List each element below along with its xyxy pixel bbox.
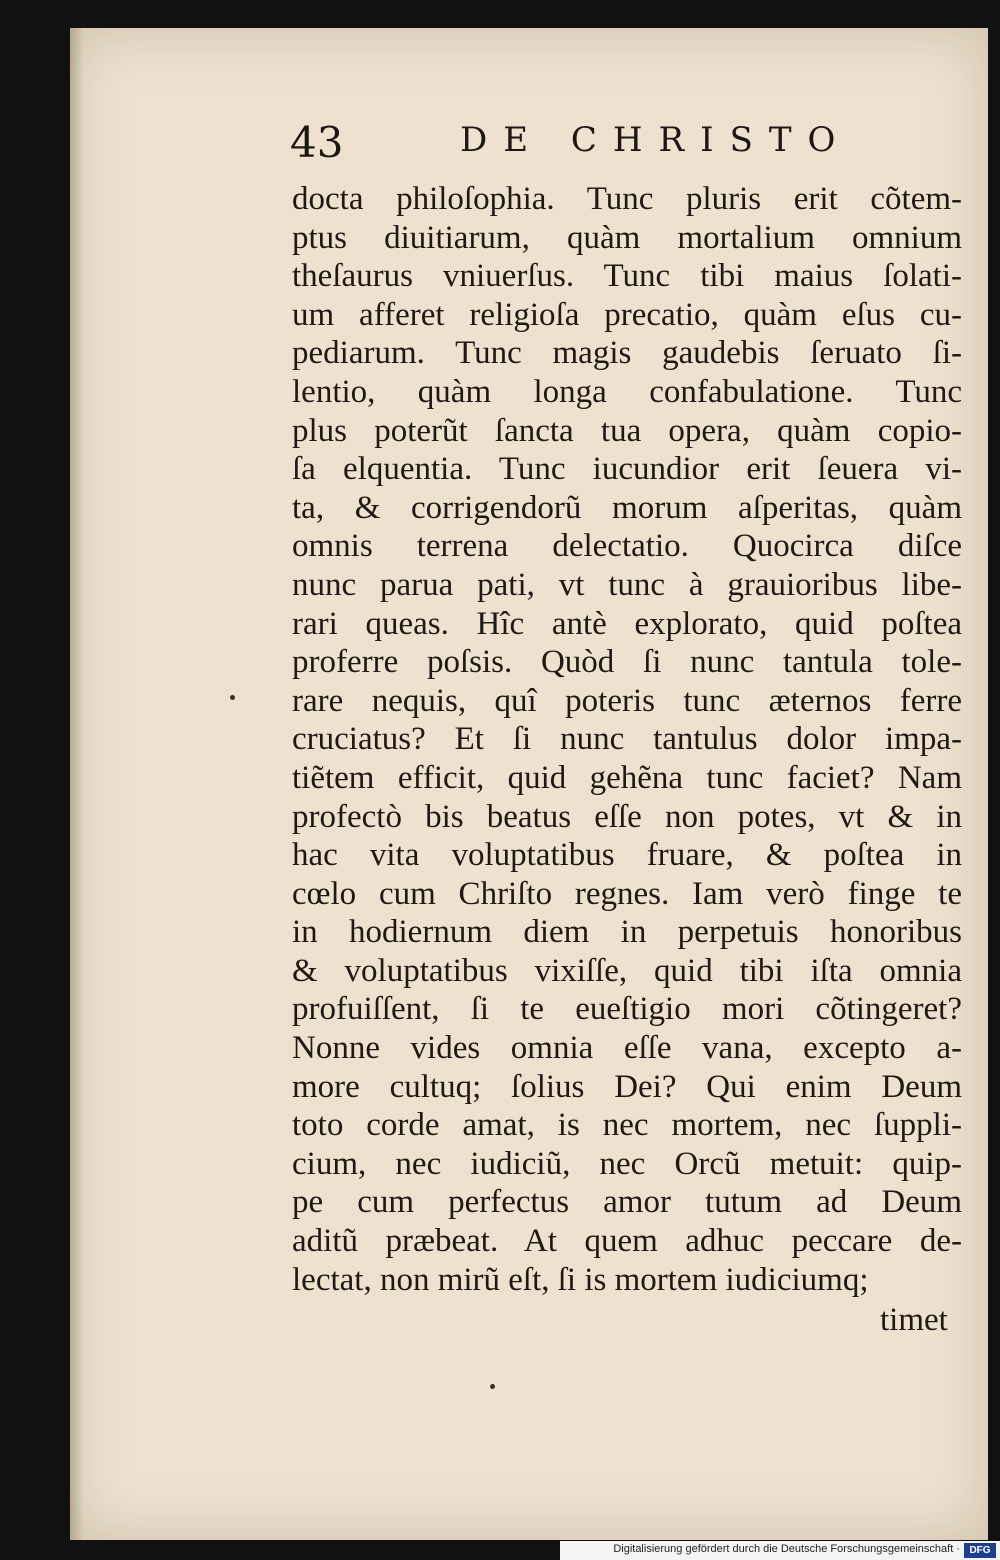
text-line: hac vita voluptatibus fruare, & poſtea in bbox=[292, 837, 962, 874]
paper-speck bbox=[490, 1384, 495, 1389]
text-line: proferre poſsis. Quòd ſi nunc tantula tole- bbox=[292, 644, 962, 681]
text-line: toto corde amat, is nec mortem, nec ſuppli- bbox=[292, 1107, 962, 1144]
text-line: Nonne vides omnia eſſe vana, excepto a- bbox=[292, 1030, 962, 1067]
page-number: 43 bbox=[290, 118, 344, 167]
text-line: aditũ præbeat. At quem adhuc peccare de- bbox=[292, 1223, 962, 1260]
text-line: plus poterũt ſancta tua opera, quàm copio- bbox=[292, 412, 962, 449]
text-line: theſaurus vniuerſus. Tunc tibi maius ſolati- bbox=[292, 258, 962, 295]
text-line: in hodiernum diem in perpetuis honoribus bbox=[292, 914, 962, 951]
page-gutter-shadow bbox=[70, 28, 84, 1540]
dfg-logo: DFG bbox=[964, 1543, 996, 1558]
text-line: um afferet religioſa precatio, quàm eſus cu- bbox=[292, 296, 962, 333]
funding-credit: Digitalisierung gefördert durch die Deutsche Forschungsgemeinschaft · bbox=[613, 1543, 960, 1555]
text-line: tiẽtem efficit, quid gehẽna tunc faciet? Nam bbox=[292, 759, 962, 796]
text-line: lentio, quàm longa confabulatione. Tunc bbox=[292, 373, 962, 410]
text-line: & voluptatibus vixiſſe, quid tibi iſta omnia bbox=[292, 952, 962, 989]
text-line: docta philoſophia. Tunc pluris erit cõtem- bbox=[292, 181, 962, 217]
text-line: cium, nec iudiciũ, nec Orcũ metuit: quip- bbox=[292, 1145, 962, 1182]
text-line: nunc parua pati, vt tunc à grauioribus libe- bbox=[292, 566, 962, 603]
text-line: pediarum. Tunc magis gaudebis ſeruato ſi- bbox=[292, 335, 962, 372]
text-line: cœlo cum Chriſto regnes. Iam verò finge te bbox=[292, 875, 962, 912]
text-line: lectat, non mirũ eſt, ſi is mortem iudiciumq; bbox=[292, 1261, 869, 1298]
paper-speck bbox=[230, 695, 235, 700]
text-line: more cultuq; ſolius Dei? Qui enim Deum bbox=[292, 1068, 962, 1105]
text-line: ſa elquentia. Tunc iucundior erit ſeuera vi- bbox=[292, 451, 962, 488]
text-line: profectò bis beatus eſſe non potes, vt & in bbox=[292, 798, 962, 835]
text-line: rari queas. Hîc antè explorato, quid poſtea bbox=[292, 605, 962, 642]
text-line: cruciatus? Et ſi nunc tantulus dolor impa- bbox=[292, 721, 962, 758]
running-title: DE CHRISTO bbox=[460, 120, 852, 160]
text-line: ptus diuitiarum, quàm mortalium omnium bbox=[292, 219, 962, 256]
page-header bbox=[290, 118, 850, 174]
digitization-footer bbox=[560, 1541, 1000, 1560]
body-text bbox=[292, 180, 962, 1299]
text-line: omnis terrena delectatio. Quocirca diſce bbox=[292, 528, 962, 565]
text-line: ta, & corrigendorũ morum aſperitas, quàm bbox=[292, 489, 962, 526]
text-line: pe cum perfectus amor tutum ad Deum bbox=[292, 1184, 962, 1221]
catchword: timet bbox=[880, 1302, 948, 1338]
text-line: profuiſſent, ſi te eueſtigio mori cõtingeret? bbox=[292, 991, 962, 1028]
text-line: rare nequis, quî poteris tunc æternos ferre bbox=[292, 682, 962, 719]
